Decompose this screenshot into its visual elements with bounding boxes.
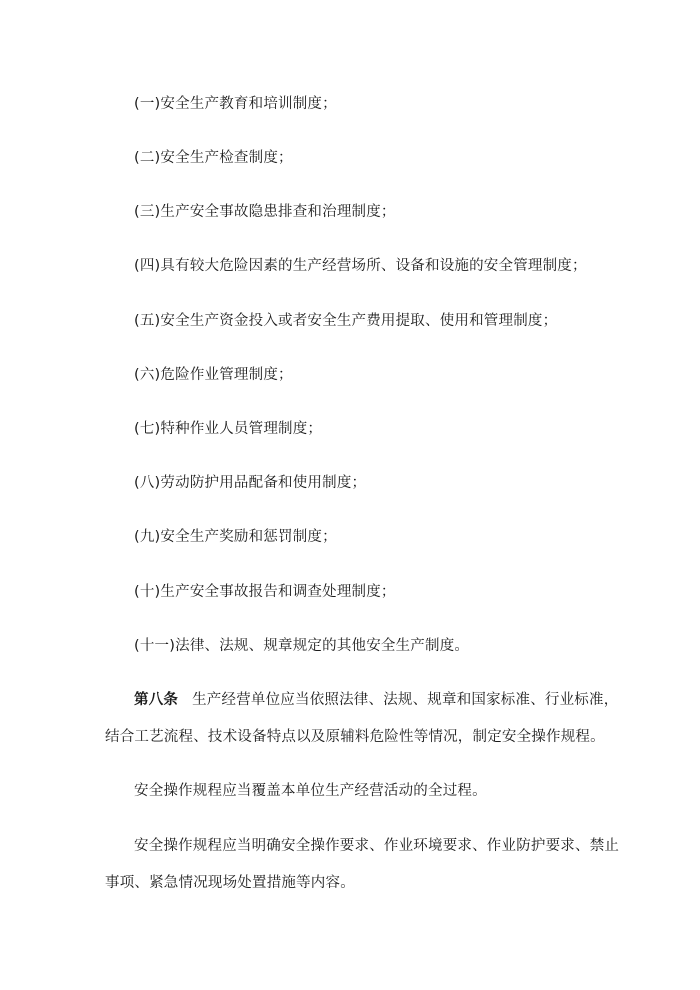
list-item-10: (十)生产安全事故报告和调查处理制度；	[134, 584, 396, 600]
article-number: 第八条	[134, 692, 179, 708]
paragraph-3-line-1: 安全操作规程应当明确安全操作要求、作业环境要求、作业防护要求、禁止	[134, 838, 620, 854]
paragraph-2: 安全操作规程应当覆盖本单位生产经营活动的全过程。	[134, 783, 487, 799]
article-8-line-1	[134, 690, 618, 710]
article-8-text: 生产经营单位应当依照法律、法规、规章和国家标准、行业标准，	[192, 692, 619, 708]
list-item-4: (四)具有较大危险因素的生产经营场所、设备和设施的安全管理制度；	[134, 258, 587, 274]
list-item-9: (九)安全生产奖励和惩罚制度；	[134, 529, 337, 545]
list-item-7: (七)特种作业人员管理制度；	[134, 421, 323, 437]
list-item-1: (一)安全生产教育和培训制度；	[134, 96, 337, 112]
list-item-5: (五)安全生产资金投入或者安全生产费用提取、使用和管理制度；	[134, 313, 558, 329]
list-item-3: (三)生产安全事故隐患排查和治理制度；	[134, 204, 396, 220]
list-item-6: (六)危险作业管理制度；	[134, 367, 293, 383]
list-item-8: (八)劳动防护用品配备和使用制度；	[134, 475, 367, 491]
paragraph-3-line-2: 事项、紧急情况现场处置措施等内容。	[105, 875, 355, 891]
list-item-11: (十一)法律、法规、规章规定的其他安全生产制度。	[134, 638, 470, 654]
list-item-2: (二)安全生产检查制度；	[134, 150, 293, 166]
article-8-line-2: 结合工艺流程、技术设备特点以及原辅料危险性等情况，制定安全操作规程。	[105, 729, 605, 745]
